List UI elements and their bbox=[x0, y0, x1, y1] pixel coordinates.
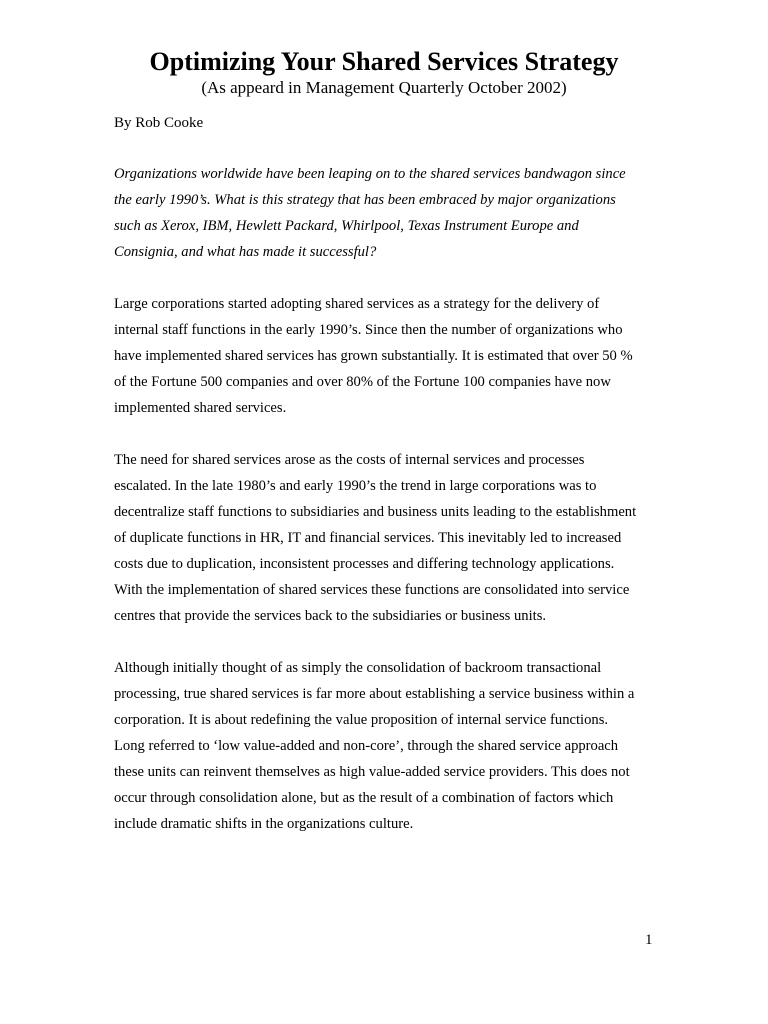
paragraph-line: have implemented shared services has grown substantially. It is estimated that over 50 % bbox=[114, 348, 633, 364]
intro-line: such as Xerox, IBM, Hewlett Packard, Whirlpool, Texas Instrument Europe and bbox=[114, 218, 579, 234]
paragraph-line: The need for shared services arose as the costs of internal services and processes bbox=[114, 452, 585, 468]
document-title: Optimizing Your Shared Services Strategy bbox=[149, 47, 619, 76]
paragraph-line: With the implementation of shared services these functions are consolidated into service bbox=[114, 582, 630, 598]
paragraph-line: Although initially thought of as simply the consolidation of backroom transactional bbox=[114, 660, 602, 676]
paragraph-line: processing, true shared services is far more about establishing a service business within a bbox=[114, 686, 635, 702]
body-paragraph-3 bbox=[114, 655, 659, 837]
intro-line: the early 1990’s. What is this strategy that has been embraced by major organizations bbox=[114, 192, 616, 208]
paragraph-line: of duplicate functions in HR, IT and financial services. This inevitably led to increased bbox=[114, 530, 622, 546]
paragraph-line: centres that provide the services back to the subsidiaries or business units. bbox=[114, 608, 547, 624]
intro-paragraph bbox=[114, 161, 659, 265]
paragraph-line: occur through consolidation alone, but as the result of a combination of factors which bbox=[114, 790, 614, 806]
body-paragraph-1 bbox=[114, 291, 659, 421]
paragraph-line: escalated. In the late 1980’s and early 1990’s the trend in large corporations was to bbox=[114, 478, 597, 494]
paragraph-line: of the Fortune 500 companies and over 80% of the Fortune 100 companies have now bbox=[114, 374, 611, 390]
paragraph-line: these units can reinvent themselves as high value-added service providers. This does not bbox=[114, 764, 630, 780]
paragraph-line: costs due to duplication, inconsistent processes and differing technology applications. bbox=[114, 556, 615, 572]
document-subtitle: (As appeard in Management Quarterly October 2002) bbox=[201, 78, 567, 97]
paragraph-line: Large corporations started adopting shared services as a strategy for the delivery of bbox=[114, 296, 600, 312]
page-number: 1 bbox=[645, 932, 653, 948]
body-paragraph-2 bbox=[114, 447, 659, 629]
intro-line: Organizations worldwide have been leaping on to the shared services bandwagon since bbox=[114, 166, 626, 182]
intro-line: Consignia, and what has made it successful? bbox=[114, 244, 377, 260]
paragraph-line: include dramatic shifts in the organizations culture. bbox=[114, 816, 414, 832]
author-byline: By Rob Cooke bbox=[114, 115, 204, 131]
paragraph-line: Long referred to ‘low value-added and non-core’, through the shared service approach bbox=[114, 738, 619, 754]
paragraph-line: decentralize staff functions to subsidiaries and business units leading to the establishment bbox=[114, 504, 637, 520]
paragraph-line: internal staff functions in the early 1990’s. Since then the number of organizations who bbox=[114, 322, 623, 338]
paragraph-line: corporation. It is about redefining the value proposition of internal service functions. bbox=[114, 712, 609, 728]
paragraph-line: implemented shared services. bbox=[114, 400, 287, 416]
